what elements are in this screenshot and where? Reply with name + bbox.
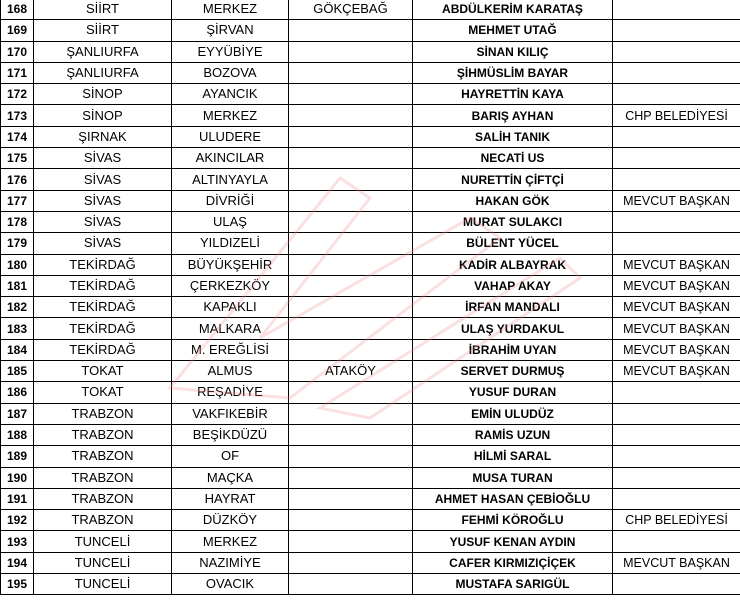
row-number: 172: [1, 84, 34, 105]
town-cell: [289, 84, 413, 105]
candidate-name-cell: MURAT SULAKCI: [413, 211, 613, 232]
district-cell: ÇERKEZKÖY: [172, 275, 289, 296]
row-number: 173: [1, 105, 34, 126]
town-cell: [289, 20, 413, 41]
candidate-name-cell: ŞİHMÜSLİM BAYAR: [413, 62, 613, 83]
town-cell: ATAKÖY: [289, 361, 413, 382]
city-cell: SİNOP: [34, 105, 172, 126]
row-number: 170: [1, 41, 34, 62]
candidate-name-cell: MUSTAFA SARIGÜL: [413, 574, 613, 595]
status-note-cell: [613, 403, 740, 424]
table-row: [1, 552, 740, 573]
candidate-name-cell: SALİH TANIK: [413, 126, 613, 147]
town-cell: [289, 233, 413, 254]
town-cell: [289, 190, 413, 211]
table-row: [1, 0, 740, 20]
status-note-cell: [613, 211, 740, 232]
town-cell: [289, 169, 413, 190]
district-cell: BEŞİKDÜZÜ: [172, 424, 289, 445]
row-number: 187: [1, 403, 34, 424]
town-cell: [289, 211, 413, 232]
status-note-cell: CHP BELEDİYESİ: [613, 510, 740, 531]
status-note-cell: MEVCUT BAŞKAN: [613, 297, 740, 318]
district-cell: OVACIK: [172, 574, 289, 595]
table-row: [1, 169, 740, 190]
town-cell: [289, 424, 413, 445]
table-row: [1, 488, 740, 509]
table-row: [1, 84, 740, 105]
city-cell: ŞANLIURFA: [34, 41, 172, 62]
row-number: 178: [1, 211, 34, 232]
candidate-name-cell: VAHAP AKAY: [413, 275, 613, 296]
table-row: [1, 382, 740, 403]
town-cell: [289, 446, 413, 467]
candidate-table-body: [1, 0, 740, 595]
town-cell: [289, 510, 413, 531]
district-cell: BOZOVA: [172, 62, 289, 83]
district-cell: AYANCIK: [172, 84, 289, 105]
table-row: [1, 126, 740, 147]
city-cell: ŞANLIURFA: [34, 62, 172, 83]
candidate-name-cell: EMİN ULUDÜZ: [413, 403, 613, 424]
status-note-cell: MEVCUT BAŞKAN: [613, 552, 740, 573]
candidate-name-cell: MEHMET UTAĞ: [413, 20, 613, 41]
city-cell: SİİRT: [34, 20, 172, 41]
table-row: [1, 510, 740, 531]
district-cell: YILDIZELİ: [172, 233, 289, 254]
city-cell: TUNCELİ: [34, 574, 172, 595]
town-cell: [289, 488, 413, 509]
district-cell: KAPAKLI: [172, 297, 289, 318]
row-number: 177: [1, 190, 34, 211]
table-row: [1, 233, 740, 254]
row-number: 186: [1, 382, 34, 403]
row-number: 171: [1, 62, 34, 83]
town-cell: [289, 254, 413, 275]
status-note-cell: [613, 62, 740, 83]
table-row: [1, 424, 740, 445]
candidate-name-cell: İBRAHİM UYAN: [413, 339, 613, 360]
city-cell: TEKİRDAĞ: [34, 297, 172, 318]
table-row: [1, 531, 740, 552]
candidate-name-cell: YUSUF KENAN AYDIN: [413, 531, 613, 552]
row-number: 176: [1, 169, 34, 190]
town-cell: [289, 105, 413, 126]
table-row: [1, 318, 740, 339]
row-number: 191: [1, 488, 34, 509]
row-number: 190: [1, 467, 34, 488]
town-cell: [289, 126, 413, 147]
candidate-name-cell: BÜLENT YÜCEL: [413, 233, 613, 254]
town-cell: [289, 62, 413, 83]
town-cell: [289, 531, 413, 552]
candidate-name-cell: MUSA TURAN: [413, 467, 613, 488]
town-cell: [289, 148, 413, 169]
status-note-cell: [613, 424, 740, 445]
district-cell: OF: [172, 446, 289, 467]
candidate-name-cell: NECATİ US: [413, 148, 613, 169]
candidate-name-cell: AHMET HASAN ÇEBİOĞLU: [413, 488, 613, 509]
status-note-cell: [613, 169, 740, 190]
row-number: 182: [1, 297, 34, 318]
district-cell: HAYRAT: [172, 488, 289, 509]
table-row: [1, 339, 740, 360]
table-row: [1, 467, 740, 488]
table-row: [1, 297, 740, 318]
candidate-name-cell: KADİR ALBAYRAK: [413, 254, 613, 275]
city-cell: TRABZON: [34, 424, 172, 445]
town-cell: [289, 41, 413, 62]
district-cell: EYYÜBİYE: [172, 41, 289, 62]
city-cell: TEKİRDAĞ: [34, 318, 172, 339]
candidate-name-cell: FEHMİ KÖROĞLU: [413, 510, 613, 531]
table-row: [1, 20, 740, 41]
status-note-cell: [613, 467, 740, 488]
candidate-name-cell: YUSUF DURAN: [413, 382, 613, 403]
city-cell: TOKAT: [34, 361, 172, 382]
town-cell: [289, 467, 413, 488]
status-note-cell: MEVCUT BAŞKAN: [613, 318, 740, 339]
row-number: 189: [1, 446, 34, 467]
district-cell: VAKFIKEBİR: [172, 403, 289, 424]
city-cell: TRABZON: [34, 510, 172, 531]
city-cell: SİVAS: [34, 148, 172, 169]
town-cell: [289, 552, 413, 573]
district-cell: MERKEZ: [172, 0, 289, 20]
candidate-name-cell: ULAŞ YURDAKUL: [413, 318, 613, 339]
town-cell: [289, 574, 413, 595]
district-cell: MALKARA: [172, 318, 289, 339]
city-cell: TUNCELİ: [34, 552, 172, 573]
table-row: [1, 211, 740, 232]
city-cell: TUNCELİ: [34, 531, 172, 552]
row-number: 193: [1, 531, 34, 552]
table-row: [1, 574, 740, 595]
status-note-cell: [613, 233, 740, 254]
row-number: 184: [1, 339, 34, 360]
town-cell: [289, 382, 413, 403]
city-cell: TEKİRDAĞ: [34, 254, 172, 275]
table-row: [1, 275, 740, 296]
table-row: [1, 105, 740, 126]
town-cell: GÖKÇEBAĞ: [289, 0, 413, 20]
status-note-cell: [613, 574, 740, 595]
status-note-cell: [613, 0, 740, 20]
candidate-name-cell: BARIŞ AYHAN: [413, 105, 613, 126]
district-cell: MAÇKA: [172, 467, 289, 488]
row-number: 174: [1, 126, 34, 147]
district-cell: ULUDERE: [172, 126, 289, 147]
district-cell: NAZIMİYE: [172, 552, 289, 573]
candidate-name-cell: NURETTİN ÇİFTÇİ: [413, 169, 613, 190]
status-note-cell: [613, 531, 740, 552]
table-row: [1, 62, 740, 83]
city-cell: TRABZON: [34, 446, 172, 467]
candidate-name-cell: HİLMİ SARAL: [413, 446, 613, 467]
status-note-cell: MEVCUT BAŞKAN: [613, 361, 740, 382]
table-row: [1, 254, 740, 275]
town-cell: [289, 318, 413, 339]
status-note-cell: [613, 20, 740, 41]
city-cell: SİVAS: [34, 233, 172, 254]
row-number: 181: [1, 275, 34, 296]
city-cell: SİVAS: [34, 211, 172, 232]
district-cell: MERKEZ: [172, 105, 289, 126]
status-note-cell: [613, 126, 740, 147]
row-number: 194: [1, 552, 34, 573]
district-cell: DÜZKÖY: [172, 510, 289, 531]
city-cell: TEKİRDAĞ: [34, 339, 172, 360]
city-cell: SİİRT: [34, 0, 172, 20]
row-number: 192: [1, 510, 34, 531]
status-note-cell: [613, 488, 740, 509]
district-cell: AKINCILAR: [172, 148, 289, 169]
district-cell: ŞİRVAN: [172, 20, 289, 41]
city-cell: TRABZON: [34, 403, 172, 424]
city-cell: TRABZON: [34, 467, 172, 488]
candidate-name-cell: SERVET DURMUŞ: [413, 361, 613, 382]
city-cell: ŞIRNAK: [34, 126, 172, 147]
table-row: [1, 403, 740, 424]
city-cell: SİNOP: [34, 84, 172, 105]
town-cell: [289, 275, 413, 296]
table-row: [1, 361, 740, 382]
candidate-name-cell: HAKAN GÖK: [413, 190, 613, 211]
table-row: [1, 446, 740, 467]
city-cell: SİVAS: [34, 190, 172, 211]
district-cell: ULAŞ: [172, 211, 289, 232]
district-cell: MERKEZ: [172, 531, 289, 552]
candidate-name-cell: HAYRETTİN KAYA: [413, 84, 613, 105]
district-cell: ALTINYAYLA: [172, 169, 289, 190]
status-note-cell: [613, 382, 740, 403]
status-note-cell: MEVCUT BAŞKAN: [613, 339, 740, 360]
row-number: 169: [1, 20, 34, 41]
row-number: 175: [1, 148, 34, 169]
row-number: 180: [1, 254, 34, 275]
candidate-name-cell: İRFAN MANDALI: [413, 297, 613, 318]
status-note-cell: CHP BELEDİYESİ: [613, 105, 740, 126]
status-note-cell: MEVCUT BAŞKAN: [613, 190, 740, 211]
candidate-name-cell: ABDÜLKERİM KARATAŞ: [413, 0, 613, 20]
table-row: [1, 148, 740, 169]
district-cell: DİVRİĞİ: [172, 190, 289, 211]
status-note-cell: [613, 41, 740, 62]
row-number: 168: [1, 0, 34, 20]
city-cell: TEKİRDAĞ: [34, 275, 172, 296]
status-note-cell: MEVCUT BAŞKAN: [613, 275, 740, 296]
table-row: [1, 41, 740, 62]
row-number: 183: [1, 318, 34, 339]
candidate-name-cell: RAMİS UZUN: [413, 424, 613, 445]
town-cell: [289, 403, 413, 424]
district-cell: ALMUS: [172, 361, 289, 382]
status-note-cell: [613, 446, 740, 467]
candidate-name-cell: CAFER KIRMIZIÇİÇEK: [413, 552, 613, 573]
district-cell: BÜYÜKŞEHİR: [172, 254, 289, 275]
district-cell: M. EREĞLİSİ: [172, 339, 289, 360]
status-note-cell: MEVCUT BAŞKAN: [613, 254, 740, 275]
row-number: 188: [1, 424, 34, 445]
candidate-name-cell: SİNAN KILIÇ: [413, 41, 613, 62]
status-note-cell: [613, 84, 740, 105]
row-number: 195: [1, 574, 34, 595]
table-row: [1, 190, 740, 211]
town-cell: [289, 339, 413, 360]
city-cell: SİVAS: [34, 169, 172, 190]
district-cell: REŞADİYE: [172, 382, 289, 403]
row-number: 185: [1, 361, 34, 382]
town-cell: [289, 297, 413, 318]
row-number: 179: [1, 233, 34, 254]
city-cell: TRABZON: [34, 488, 172, 509]
status-note-cell: [613, 148, 740, 169]
city-cell: TOKAT: [34, 382, 172, 403]
